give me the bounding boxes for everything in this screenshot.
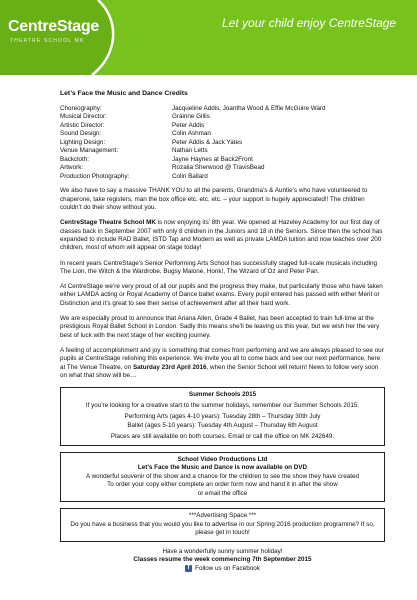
- footer: [60, 548, 385, 574]
- dvd-text-1: A wonderful souvenir of the show and a chance for the children to see the show they have created: [85, 472, 360, 480]
- credit-name: Nathan Letts: [172, 147, 208, 155]
- credit-name: Colin Ashman: [172, 130, 211, 138]
- dvd-text-3: or email the office: [197, 489, 248, 497]
- musicals-paragraph: In recent years CentreStage’s Senior Performing Arts School has successfully staged full-scale musicals including The Lion, the Witch & the Wardrobe, Bugsy Malone, Honk!, The Wizard of Oz and Peter Pan.: [60, 259, 377, 275]
- credit-row: [60, 164, 385, 173]
- summer-schools-intro: If you’re looking for a creative start to the summer holidays, remember our Summer Schools 2015.: [85, 401, 360, 409]
- credit-name: Jayne Haynes at Back2Front: [172, 155, 253, 163]
- performing-arts-dates: Performing Arts (ages 4-10 years): Tuesday 28th – Thursday 30th July: [124, 413, 321, 421]
- facebook-label: Follow us on Facebook: [195, 564, 260, 572]
- next-performance-text-start: A feeling of accomplishment and joy is something that comes from performing and we are always pleased to see our pupils at CentreStage relishing this experience. We invite you all to come back and see our next performance, here at The Venue Theatre, on: [60, 346, 384, 371]
- credit-role: Choreography:: [60, 104, 102, 112]
- credit-role: Artistic Director:: [60, 121, 105, 129]
- advertising-title: ***Advertising Space ***: [188, 512, 257, 520]
- tagline: Let your child enjoy CentreStage: [222, 16, 397, 30]
- credit-role: Production Photography:: [60, 172, 130, 180]
- credit-role: Lighting Design:: [60, 138, 106, 146]
- credit-role: Backcloth:: [60, 155, 90, 163]
- header-banner: [0, 0, 417, 75]
- credit-row: [60, 147, 385, 156]
- credit-name: Colin Ballard: [172, 172, 208, 180]
- credit-role: Artwork:: [60, 164, 84, 172]
- logo-text: CentreStage: [8, 18, 99, 35]
- summer-schools-box: [60, 387, 385, 446]
- logo-subtitle: THEATRE SCHOOL MK: [10, 38, 85, 44]
- school-history-text: is now enjoying its’ 8th year. We opened at Hazeley Academy for our first day of classes back in September 2007 with only 8 children in the Juniors and 18 in the Seniors. Since then the school has expanded to include RAD Ballet, ISTD Tap and Modern as well as private LAMDA tuition and now teaches over 200 children, most of whom will appear on stage today!: [60, 219, 383, 252]
- next-performance-paragraph: [60, 347, 385, 380]
- credit-name: Gráinne Gillis: [172, 113, 210, 121]
- credit-row: [60, 139, 385, 148]
- next-performance-date: Saturday 23rd April 2016: [132, 363, 207, 371]
- credit-name: Peter Addis: [172, 121, 205, 129]
- credit-name: Peter Addis & Jack Yates: [172, 138, 243, 146]
- facebook-link[interactable]: [60, 565, 385, 574]
- holiday-message: Have a wonderfully sunny summer holiday!: [162, 547, 283, 555]
- dvd-subtitle: Let’s Face the Music and Dance is now available on DVD: [137, 464, 308, 472]
- classes-resume: Classes resume the week commencing 7th September 2015: [133, 556, 312, 564]
- credit-row: [60, 122, 385, 131]
- school-history-paragraph: [60, 219, 385, 252]
- credit-row: [60, 173, 385, 182]
- royal-ballet-paragraph: We are especially proud to announce that Ariana Allen, Grade 4 Ballet, has been accepted to train full-time at the prestigious Royal Ballet School in London. Sadly this means she’ll be leaving us this year, but we wish her the very best of luck with the next stage of her exciting journey.: [60, 315, 380, 339]
- credit-name: Jacqueline Addis, Joantha Wood & Effie McGuire Ward: [172, 104, 326, 112]
- credit-row: [60, 130, 385, 139]
- credit-row: [60, 113, 385, 122]
- credit-role: Musical Director:: [60, 113, 107, 121]
- summer-schools-title: Summer Schools 2015: [188, 391, 257, 399]
- credit-row: [60, 105, 385, 114]
- facebook-icon: f: [185, 565, 192, 572]
- credits-table: [60, 105, 385, 182]
- dvd-text-2: To order your copy either complete an order form now and hand it in after the show: [107, 481, 338, 489]
- credit-row: [60, 156, 385, 165]
- video-company-title: School Video Productions Ltd: [177, 455, 268, 463]
- next-performance-text-end: , when the Senior School will return! News to follow very soon on what that show will be…: [60, 363, 379, 379]
- main-content: [60, 90, 385, 573]
- ballet-dates: Ballet (ages 5-10 years): Tuesday 4th August – Thursday 6th August: [127, 421, 318, 429]
- credit-role: Sound Design:: [60, 130, 102, 138]
- summer-schools-note: Places are still available on both courses. Email or call the office on MK 242649.: [110, 433, 335, 441]
- credit-name: Rozalia Sherwood @ TravisBead: [172, 164, 265, 172]
- credits-title: Let’s Face the Music and Dance Credits: [60, 90, 188, 97]
- thank-you-paragraph: We also have to say a massive THANK YOU to all the parents, Grandma’s & Auntie’s who have volunteered to chaperone, take registers, man the box office etc. etc. etc. – your support is hugely appreciated!! The children couldn’t do their show without you.: [60, 187, 368, 212]
- advertising-text: Do you have a business that you would you like to advertise in our Spring 2016 production programme? If so, please get in touch!: [70, 520, 375, 537]
- credit-role: Venue Management:: [60, 147, 119, 155]
- school-name: CentreStage Theatre School MK: [60, 219, 156, 227]
- exams-paragraph: At CentreStage we’re very proud of all our pupils and the progress they make, but particularly those who have taken either LAMDA acting or Royal Academy of Dance ballet exams. Every pupil entered has passed with either Merit or Distinction and it’s great to see their sense of achievement after all their hard work.: [60, 283, 383, 307]
- advertising-box: [60, 508, 385, 542]
- dvd-box: [60, 452, 385, 503]
